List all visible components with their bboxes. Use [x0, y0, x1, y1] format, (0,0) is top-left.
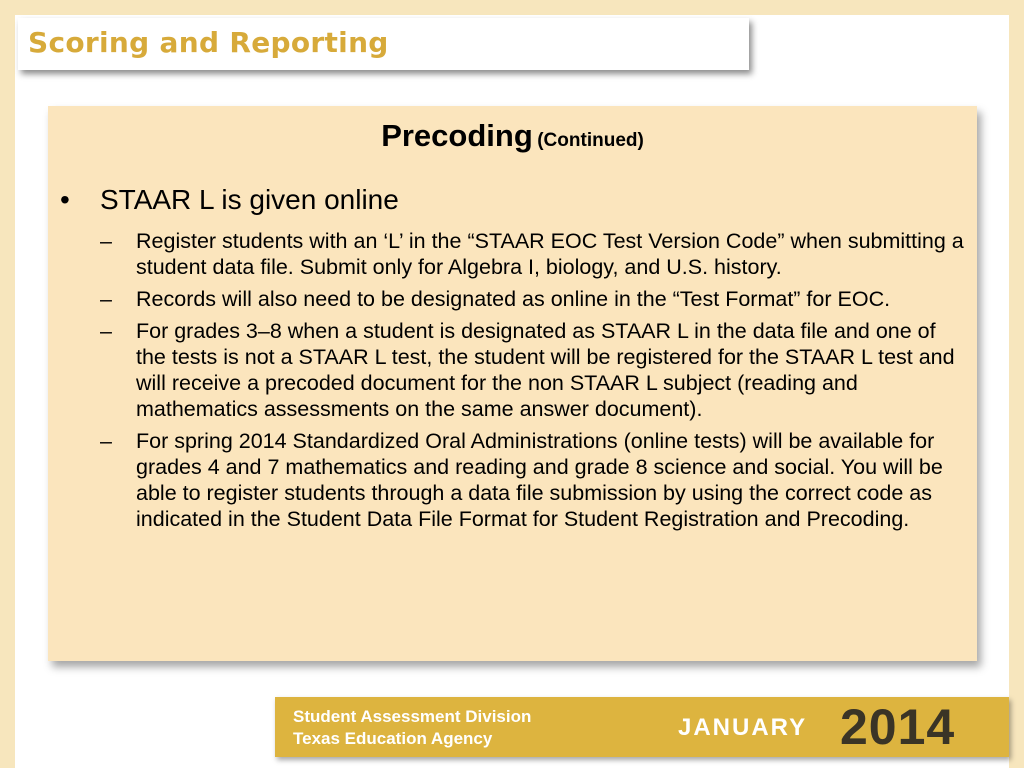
sub-item [100, 286, 970, 312]
sub-item [100, 318, 970, 422]
bullet-text: STAAR L is given online [100, 184, 399, 215]
dash-marker: – [100, 229, 112, 253]
slide-heading [48, 118, 977, 154]
sub-item-text: Register students with an ‘L’ in the “STAAR EOC Test Version Code” when submitting a student data file. Submit only for Algebra I, biology, and U.S. history. [136, 229, 964, 279]
footer-agency: Texas Education Agency [293, 729, 493, 748]
dash-marker: – [100, 287, 112, 311]
footer-year: 2014 [840, 699, 956, 755]
bullet-marker: • [60, 184, 70, 215]
title-bar [18, 18, 749, 70]
sub-item [100, 428, 970, 532]
page-title: Scoring and Reporting [28, 26, 389, 59]
dash-marker: – [100, 429, 112, 453]
sub-item [100, 228, 970, 280]
dash-marker: – [100, 319, 112, 343]
footer-month: JANUARY [678, 714, 808, 741]
heading-main: Precoding [381, 118, 533, 153]
footer-banner [275, 697, 1009, 757]
content-box [48, 106, 977, 661]
sub-item-text: For spring 2014 Standardized Oral Administrations (online tests) will be available for grades 4 and 7 mathematics and reading and grade 8 science and social. You will be able to register students through a data file submission by using the correct code as indicated in the Student Data File Format for Student Registration and Precoding. [136, 429, 943, 531]
sub-list [100, 228, 970, 538]
footer-division: Student Assessment Division [293, 707, 532, 726]
sub-item-text: Records will also need to be designated as online in the “Test Format” for EOC. [136, 287, 891, 311]
sub-item-text: For grades 3–8 when a student is designated as STAAR L in the data file and one of the tests is not a STAAR L test, the student will be registered for the STAAR L test and will receive a precoded document for the non STAAR L subject (reading and mathematics assessments on the same answer document). [136, 319, 955, 421]
heading-sub: (Continued) [537, 130, 644, 151]
